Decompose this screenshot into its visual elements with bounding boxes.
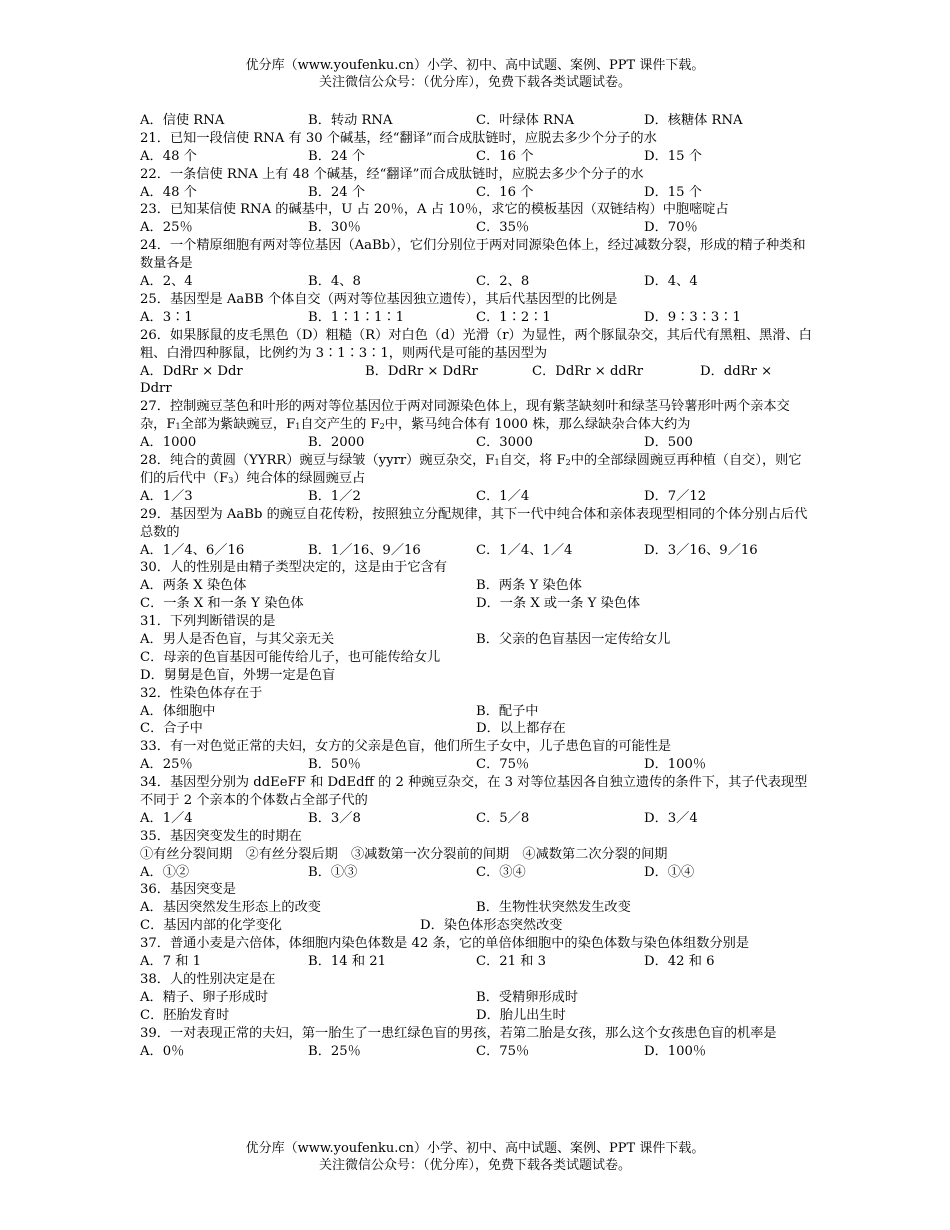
option-b: B．25％ xyxy=(308,1043,361,1059)
options-q22 xyxy=(140,184,812,202)
option-c: C．基因内部的化学变化 xyxy=(140,918,282,934)
stem-part: 自交，将 F xyxy=(499,453,566,469)
options-q26 xyxy=(140,363,812,381)
option-c: C．1／4 xyxy=(476,488,530,504)
options-q32-row2 xyxy=(140,720,812,738)
options-q21 xyxy=(140,148,812,166)
option-a: A．基因突然发生形态上的改变 xyxy=(140,900,321,916)
stem-part: 中，紫马纯合体有 1000 株，那么绿缺杂合体大约为 xyxy=(384,417,691,433)
question-31-stem: 31．下列判断错误的是 xyxy=(140,614,276,630)
options-q38-row1 xyxy=(140,989,812,1007)
subscript: 1 xyxy=(295,422,301,432)
stem-part: 全部为紫缺豌豆，F xyxy=(180,417,296,433)
option-d: D．15 个 xyxy=(644,184,702,200)
option-d: D．42 和 6 xyxy=(644,954,715,970)
option-a: A．25％ xyxy=(140,757,193,773)
question-26-stem: 26．如果豚鼠的皮毛黑色（D）粗糙（R）对白色（d）光滑（r）为显性，两个豚鼠杂交，其后代有黑粗、黑滑、白粗、白滑四种豚鼠，比例约为 3∶1∶3∶1，则两代是可能的基因型为 xyxy=(140,327,812,361)
option-d: D．核糖体 RNA xyxy=(644,113,743,128)
option-a: A．体细胞中 xyxy=(140,703,216,719)
stem-part: 27．控制豌豆茎色和叶形的两对等位基因位于两对同源染色体上，现有紫茎缺刻叶和绿茎马铃薯形叶两个亲本交杂，F xyxy=(140,399,790,433)
option-c: C．母亲的色盲基因可能传给儿子，也可能传给女儿 xyxy=(140,649,441,665)
option-c: C．75％ xyxy=(476,1043,530,1059)
option-d: D．一条 X 或一条 Y 染色体 xyxy=(476,596,641,612)
option-c: C．3000 xyxy=(476,435,533,451)
option-a: A．1／4、6／16 xyxy=(140,542,245,558)
options-q36-row2 xyxy=(140,917,812,935)
option-a: A．48 个 xyxy=(140,184,197,200)
option-b: B．50％ xyxy=(308,757,361,773)
stem-part: 中的全部绿圆豌豆再种植（自交），则它们的后代中（F xyxy=(140,453,802,486)
options-q30-row1 xyxy=(140,577,812,595)
option-c: C．叶绿体 RNA xyxy=(476,113,575,128)
option-a: A．2、4 xyxy=(140,274,193,290)
question-30-stem: 30．人的性别是由精子类型决定的，这是由于它含有 xyxy=(140,560,447,576)
footer-line-1: 优分库（www.youfenku.cn）小学、初中、高中试题、案例、PPT 课件下载。 xyxy=(245,1141,705,1156)
question-38-stem: 38．人的性别决定是在 xyxy=(140,971,276,987)
option-d: D．胎儿出生时 xyxy=(476,1007,566,1023)
option-a: A．1／4 xyxy=(140,810,193,826)
header-line-1: 优分库（www.youfenku.cn）小学、初中、高中试题、案例、PPT 课件下载。 xyxy=(245,58,705,73)
stem-part: 28．纯合的黄圆（YYRR）豌豆与绿皱（yyrr）豌豆杂交，F xyxy=(140,453,495,469)
options-q27 xyxy=(140,434,812,452)
question-27-stem xyxy=(140,398,812,434)
option-c: C．DdRr × ddRr xyxy=(532,363,644,379)
header-line-2: 关注微信公众号：（优分库），免费下载各类试题试卷。 xyxy=(318,75,631,90)
option-c: C．胚胎发育时 xyxy=(140,1007,230,1023)
option-a: A．7 和 1 xyxy=(140,954,202,970)
subscript: 2 xyxy=(565,458,571,468)
option-d: D．500 xyxy=(644,435,693,451)
stem-part: ）纯合体的绿圆豌豆占 xyxy=(233,470,366,486)
option-d: D．9∶3∶3∶1 xyxy=(644,309,741,325)
option-d: D．3／4 xyxy=(644,810,698,826)
option-b: B．24 个 xyxy=(308,148,366,164)
options-q24 xyxy=(140,273,812,291)
options-q34 xyxy=(140,810,812,828)
option-b: B．父亲的色盲基因一定传给女儿 xyxy=(476,631,671,647)
stem-part: 自交产生的 F xyxy=(300,417,380,433)
option-b: B．配子中 xyxy=(476,703,539,719)
page-footer xyxy=(0,1140,950,1174)
option-b: B．14 和 21 xyxy=(308,954,387,970)
options-q39 xyxy=(140,1043,812,1061)
question-28-stem xyxy=(140,452,812,488)
option-c: C．1／4、1／4 xyxy=(476,542,573,558)
option-c: C．16 个 xyxy=(476,148,534,164)
option-c: C．5／8 xyxy=(476,810,530,826)
option-b: B．生物性状突然发生改变 xyxy=(476,900,631,916)
option-a: A．1000 xyxy=(140,435,197,451)
option-d: D．①④ xyxy=(644,864,695,880)
option-b: B．1∶1∶1∶1 xyxy=(308,309,405,325)
option-a: A．3∶1 xyxy=(140,309,193,325)
subscript: 1 xyxy=(494,458,500,468)
options-q32-row1 xyxy=(140,703,812,721)
question-34-stem: 34．基因型分别为 ddEeFF 和 DdEdff 的 2 种豌豆杂交，在 3 对等位基因各自独立遗传的条件下，其子代表现型不同于 2 个亲本的个体数占全部子代的 xyxy=(140,775,808,809)
option-d: D．4、4 xyxy=(644,274,698,290)
options-q36-row1 xyxy=(140,899,812,917)
option-d: D．100％ xyxy=(644,1043,707,1059)
option-b: B．2000 xyxy=(308,435,365,451)
question-25-stem: 25．基因型是 AaBB 个体自交（两对等位基因独立遗传），其后代基因型的比例是 xyxy=(140,291,618,307)
options-q38-row2 xyxy=(140,1007,812,1025)
option-c: C．35％ xyxy=(476,220,530,236)
option-c: C．③④ xyxy=(476,864,526,880)
option-b: B．30％ xyxy=(308,220,361,236)
option-c: C．21 和 3 xyxy=(476,954,547,970)
options-q20 xyxy=(140,112,812,130)
option-c: C．1∶2∶1 xyxy=(476,309,551,325)
option-d: D．ddRr × xyxy=(700,363,773,379)
options-q30-row2 xyxy=(140,595,812,613)
option-b: B．两条 Y 染色体 xyxy=(476,578,582,594)
question-39-stem: 39．一对表现正常的夫妇，第一胎生了一患红绿色盲的男孩，若第二胎是女孩，那么这个女孩患色盲的机率是 xyxy=(140,1025,777,1041)
option-d: D．染色体形态突然改变 xyxy=(420,918,563,934)
question-35-stem: 35．基因突变发生的时期在 xyxy=(140,828,302,844)
option-b: B．①③ xyxy=(308,864,358,880)
option-b: B．1／16、9／16 xyxy=(308,542,421,558)
option-b: B．3／8 xyxy=(308,810,361,826)
options-q33 xyxy=(140,756,812,774)
subscript: 3 xyxy=(228,475,234,485)
option-a: A．DdRr × Ddr xyxy=(140,363,243,379)
option-d: D．舅舅是色盲，外甥一定是色盲 xyxy=(140,667,336,683)
option-c: C．2、8 xyxy=(476,274,530,290)
question-24-stem: 24．一个精原细胞有两对等位基因（AaBb），它们分别位于两对同源染色体上，经过减数分裂，形成的精子种类和数量各是 xyxy=(140,238,806,272)
option-c: C．一条 X 和一条 Y 染色体 xyxy=(140,596,304,612)
options-q29 xyxy=(140,542,812,560)
option-c: C．合子中 xyxy=(140,721,203,737)
option-d: D．3／16、9／16 xyxy=(644,542,758,558)
option-b: B．1／2 xyxy=(308,488,361,504)
question-29-stem: 29．基因型为 AaBb 的豌豆自花传粉，按照独立分配规律，其下一代中纯合体和亲体表现型相同的个体分别占后代总数的 xyxy=(140,506,808,540)
option-c: C．75％ xyxy=(476,757,530,773)
option-a: A．1／3 xyxy=(140,488,193,504)
option-a: A．48 个 xyxy=(140,148,197,164)
question-36-stem: 36．基因突变是 xyxy=(140,882,236,898)
question-35-items: ①有丝分裂间期 ②有丝分裂后期 ③减数第一次分裂前的间期 ④减数第二次分裂的间期 xyxy=(140,846,668,862)
option-d: D．7／12 xyxy=(644,488,707,504)
page-header xyxy=(0,57,950,91)
option-d: D．70％ xyxy=(644,220,698,236)
question-37-stem: 37．普通小麦是六倍体，体细胞内染色体数是 42 条，它的单倍体细胞中的染色体数与染色体组数分别是 xyxy=(140,936,750,952)
option-a: A．两条 X 染色体 xyxy=(140,578,247,594)
options-q35 xyxy=(140,864,812,882)
options-q25 xyxy=(140,309,812,327)
option-a: A．精子、卵子形成时 xyxy=(140,989,269,1005)
option-b: B．4、8 xyxy=(308,274,361,290)
question-23-stem: 23．已知某信使 RNA 的碱基中，U 占 20％，A 占 10％，求它的模板基因（双链结构）中胞嘧啶占 xyxy=(140,202,729,218)
question-list xyxy=(140,112,812,1060)
option-d-continued: Ddrr xyxy=(140,381,172,397)
question-32-stem: 32．性染色体存在于 xyxy=(140,685,263,701)
question-33-stem: 33．有一对色觉正常的夫妇，女方的父亲是色盲，他们所生子女中，儿子患色盲的可能性是 xyxy=(140,739,672,755)
subscript: 2 xyxy=(379,422,385,432)
question-21-stem: 21．已知一段信使 RNA 有 30 个碱基，经“翻译”而合成肽链时，应脱去多少个分子的水 xyxy=(140,130,657,146)
options-q28 xyxy=(140,488,812,506)
options-q31-row1 xyxy=(140,631,812,649)
option-a: A．0％ xyxy=(140,1043,185,1059)
option-d: D．15 个 xyxy=(644,148,702,164)
option-b: B．受精卵形成时 xyxy=(476,989,579,1005)
footer-line-2: 关注微信公众号：（优分库），免费下载各类试题试卷。 xyxy=(318,1158,631,1173)
option-d: D．100％ xyxy=(644,757,707,773)
option-a: A．25％ xyxy=(140,220,193,236)
option-d: D．以上都存在 xyxy=(476,721,566,737)
option-b: B．24 个 xyxy=(308,184,366,200)
option-a: A．男人是否色盲，与其父亲无关 xyxy=(140,631,335,647)
option-b: B．转动 RNA xyxy=(308,113,393,128)
question-22-stem: 22．一条信使 RNA 上有 48 个碱基，经“翻译”而合成肽链时，应脱去多少个分子的水 xyxy=(140,166,644,182)
options-q23 xyxy=(140,219,812,237)
option-a: A．信使 RNA xyxy=(140,113,225,128)
option-a: A．①② xyxy=(140,864,190,880)
subscript: 1 xyxy=(175,422,181,432)
option-b: B．DdRr × DdRr xyxy=(365,363,478,379)
option-c: C．16 个 xyxy=(476,184,534,200)
options-q37 xyxy=(140,953,812,971)
